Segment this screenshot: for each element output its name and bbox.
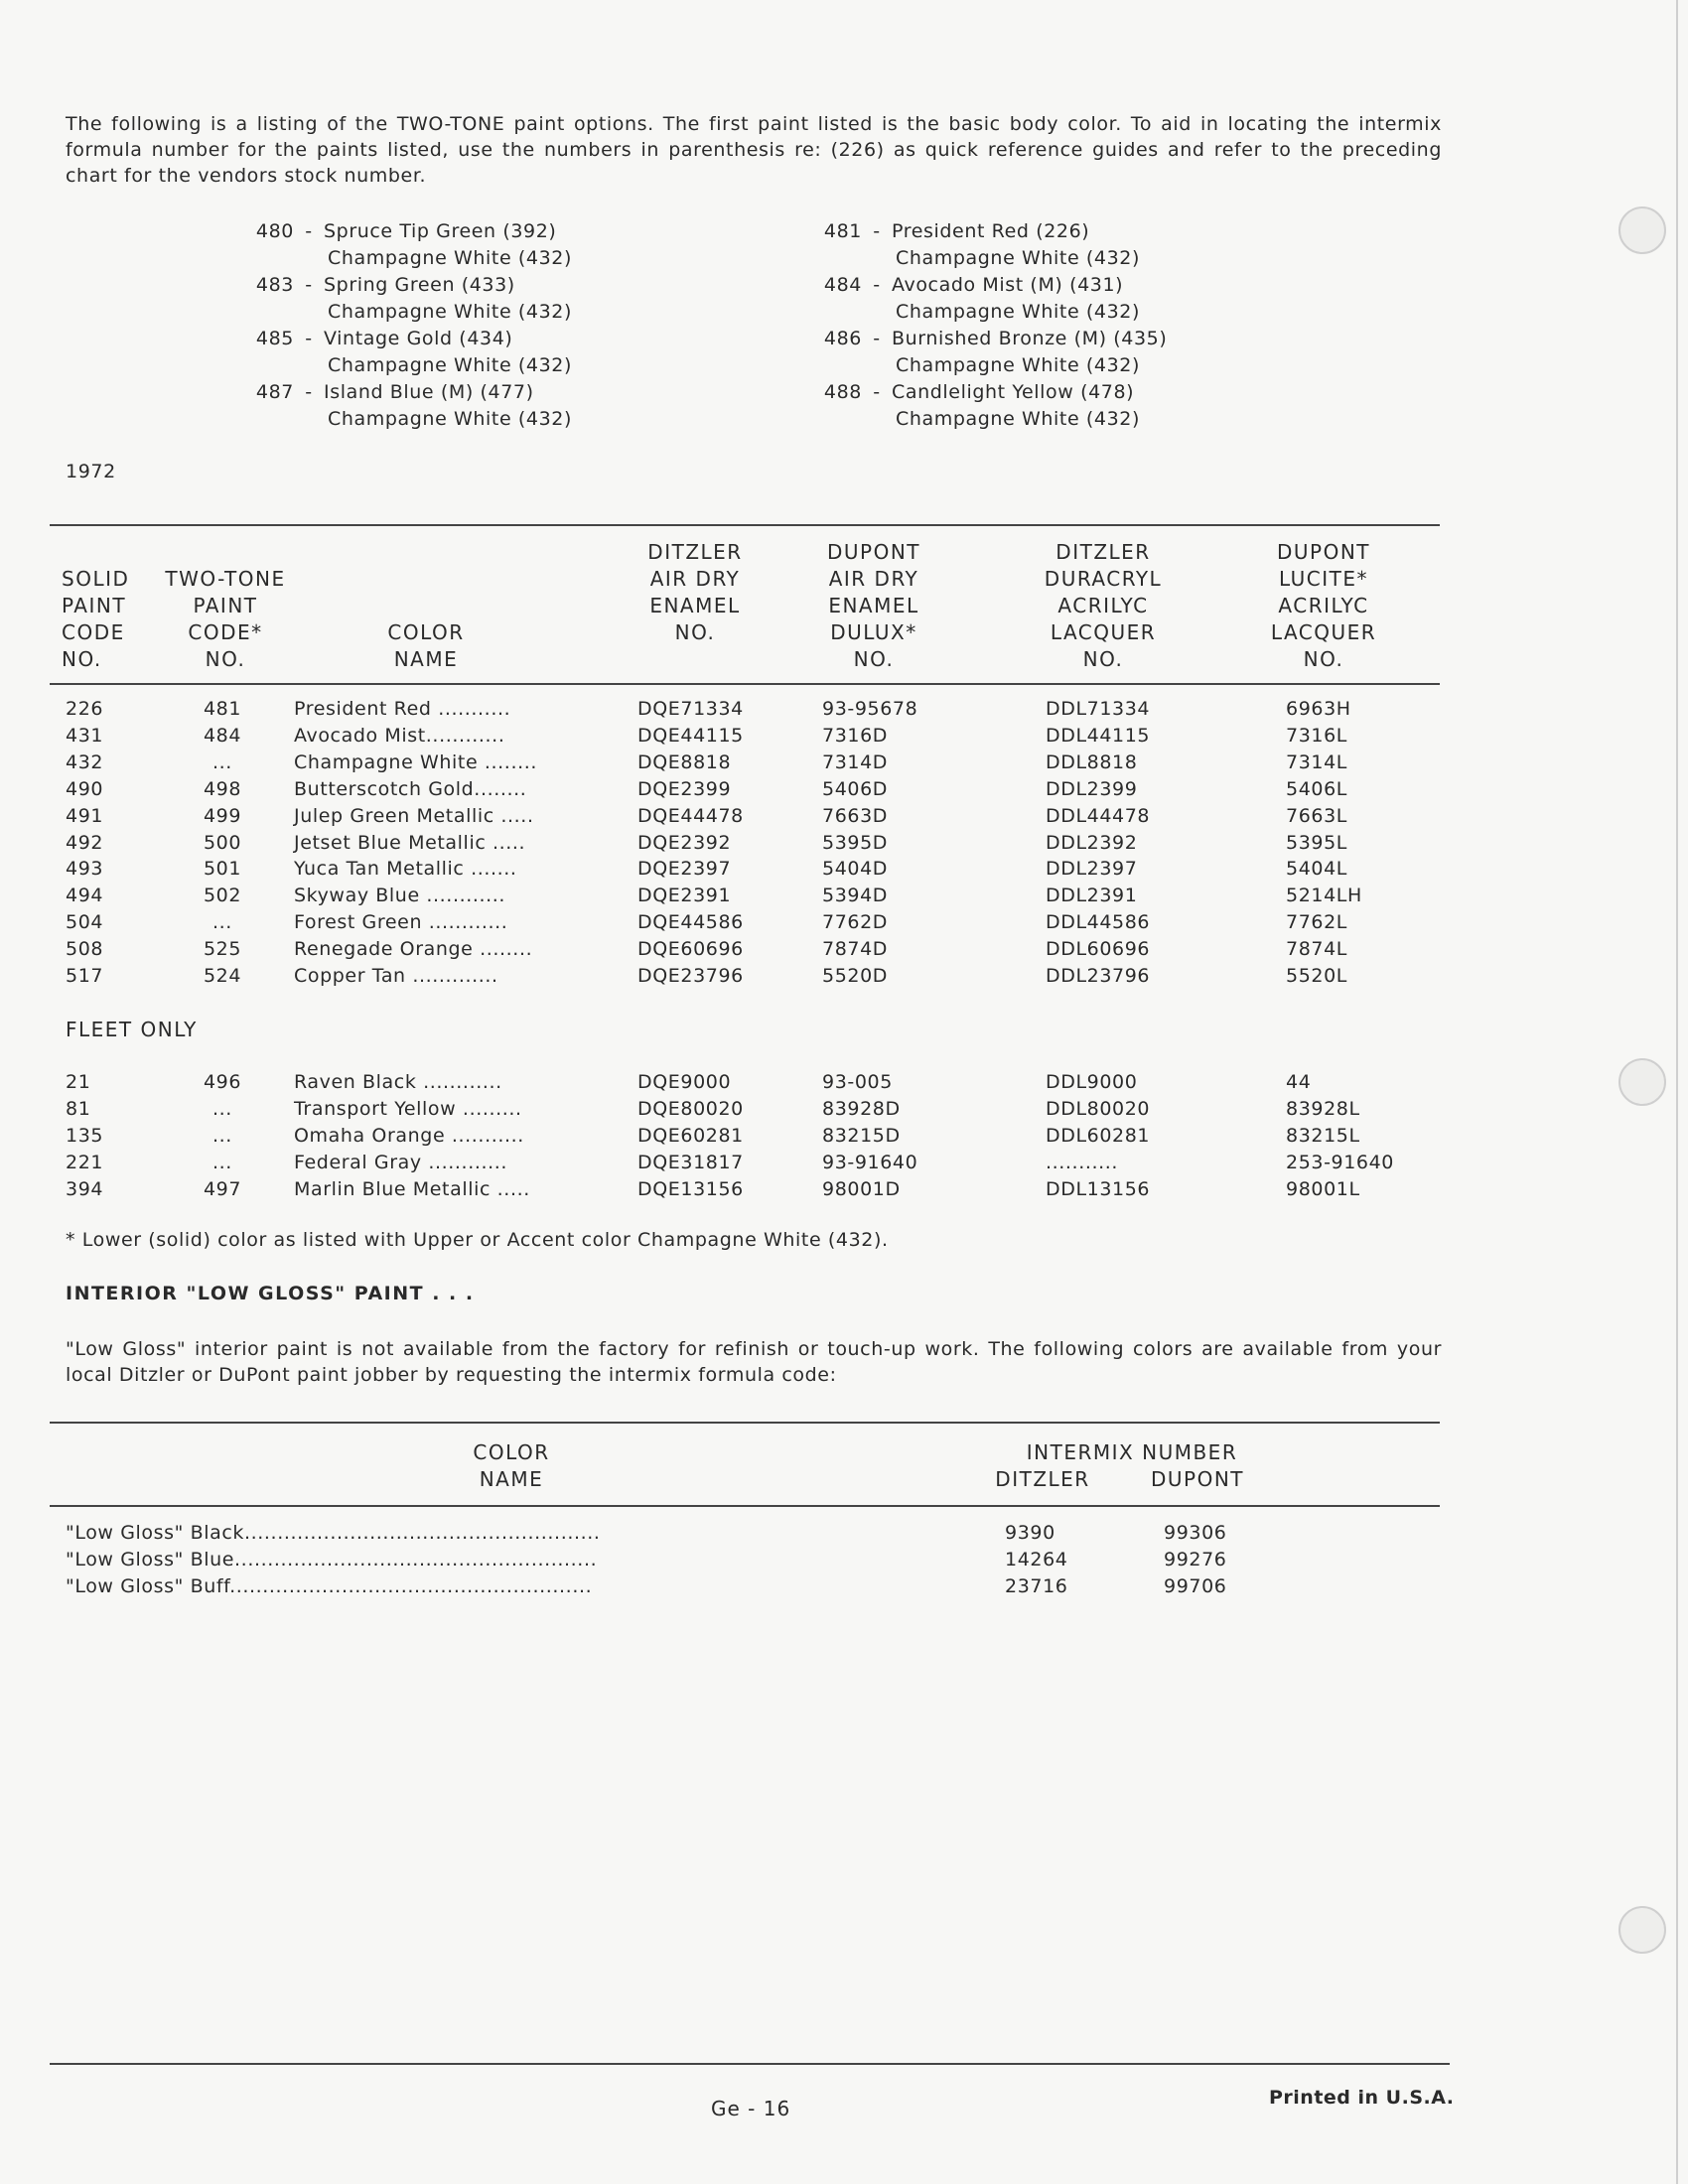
color-name: Copper Tan ............. — [294, 965, 498, 987]
two-tone-secondary-color: Champagne White (432) — [896, 247, 1140, 269]
solid-code: 491 — [66, 804, 104, 827]
dupont-lucite-no: 83928L — [1286, 1097, 1360, 1120]
low-gloss-header-ditzler: DITZLER — [995, 1467, 1090, 1491]
two-tone-option — [252, 326, 572, 352]
two-tone-option — [252, 379, 572, 406]
dupont-intermix-no: 99706 — [1164, 1574, 1227, 1597]
two-tone-code: 498 — [203, 777, 242, 800]
ditzler-air-dry-no: DQE60696 — [637, 938, 744, 961]
table-top-rule — [50, 524, 1440, 526]
two-tone-code: 484 — [823, 274, 862, 296]
ditzler-duracryl-no: DDL44115 — [1046, 724, 1151, 747]
two-tone-option — [252, 272, 572, 299]
dupont-air-dry-no: 83928D — [822, 1097, 901, 1120]
dupont-lucite-no: 7314L — [1286, 751, 1347, 773]
dupont-air-dry-no: 5394D — [822, 885, 888, 907]
solid-code: 81 — [66, 1097, 91, 1120]
ditzler-duracryl-no: DDL2399 — [1046, 777, 1138, 800]
year-label: 1972 — [66, 461, 116, 482]
two-tone-option — [820, 272, 1167, 299]
color-name: Jetset Blue Metallic ..... — [294, 831, 526, 854]
two-tone-code: ... — [212, 1151, 232, 1173]
binder-hole-bottom — [1618, 1906, 1666, 1954]
two-tone-code: 524 — [203, 965, 242, 987]
table-row — [66, 696, 1446, 723]
page-number: Ge - 16 — [711, 2097, 791, 2120]
dupont-lucite-no: 7663L — [1286, 804, 1347, 827]
two-tone-primary-color: Avocado Mist (M) (431) — [892, 274, 1124, 296]
ditzler-duracryl-no: DDL13156 — [1046, 1177, 1151, 1200]
ditzler-duracryl-no: DDL2391 — [1046, 885, 1138, 907]
interior-section-title: INTERIOR "LOW GLOSS" PAINT . . . — [66, 1283, 475, 1304]
table-row — [66, 883, 1446, 909]
low-gloss-header-intermix: INTERMIX NUMBER — [1026, 1440, 1238, 1464]
ditzler-air-dry-no: DQE71334 — [637, 698, 744, 720]
color-name: Butterscotch Gold........ — [294, 777, 527, 800]
ditzler-duracryl-no: DDL2392 — [1046, 831, 1138, 854]
header-dupont-lucite: DUPONT LUCITE* ACRILYC LACQUER NO. — [1270, 540, 1377, 671]
color-name: Forest Green ............ — [294, 911, 508, 934]
ditzler-duracryl-no: DDL80020 — [1046, 1097, 1151, 1120]
two-tone-code: 481 — [823, 220, 862, 242]
dupont-intermix-no: 99306 — [1164, 1522, 1227, 1544]
two-tone-code: 499 — [203, 804, 242, 827]
two-tone-list-left — [252, 218, 572, 433]
solid-code: 504 — [66, 911, 104, 934]
dupont-intermix-no: 99276 — [1164, 1548, 1227, 1570]
dupont-lucite-no: 98001L — [1286, 1177, 1360, 1200]
solid-code: 431 — [66, 724, 104, 747]
table-row — [66, 1176, 1446, 1203]
low-gloss-header-dupont: DUPONT — [1150, 1467, 1245, 1491]
ditzler-duracryl-no: DDL23796 — [1046, 965, 1151, 987]
table-row — [66, 909, 1446, 936]
two-tone-primary-color: Island Blue (M) (477) — [324, 381, 534, 403]
dupont-lucite-no: 83215L — [1286, 1124, 1360, 1147]
ditzler-air-dry-no: DQE13156 — [637, 1177, 744, 1200]
ditzler-air-dry-no: DQE8818 — [637, 751, 732, 773]
header-ditzler-air-dry: DITZLER AIR DRY ENAMEL NO. — [647, 540, 743, 644]
low-gloss-row — [66, 1520, 1356, 1547]
table-row — [66, 776, 1446, 803]
ditzler-duracryl-no: DDL2397 — [1046, 858, 1138, 881]
dupont-air-dry-no: 7874D — [822, 938, 888, 961]
solid-code: 135 — [66, 1124, 104, 1147]
solid-code: 494 — [66, 885, 104, 907]
two-tone-code: 500 — [203, 831, 242, 854]
ditzler-intermix-no: 23716 — [1005, 1574, 1068, 1597]
two-tone-code: 502 — [203, 885, 242, 907]
dupont-lucite-no: 5404L — [1286, 858, 1347, 881]
fleet-only-label: FLEET ONLY — [66, 1018, 198, 1041]
intro-paragraph — [66, 111, 1442, 189]
ditzler-duracryl-no: DDL60281 — [1046, 1124, 1151, 1147]
color-name: Omaha Orange ........... — [294, 1124, 524, 1147]
ditzler-duracryl-no: DDL71334 — [1046, 698, 1151, 720]
two-tone-primary-color: Vintage Gold (434) — [324, 328, 513, 349]
two-tone-code: 481 — [203, 698, 242, 720]
ditzler-air-dry-no: DQE44115 — [637, 724, 744, 747]
footnote: * Lower (solid) color as listed with Upper or Accent color Champagne White (432). — [66, 1229, 889, 1251]
table-row — [66, 830, 1446, 857]
two-tone-code: ... — [212, 1097, 232, 1120]
table-row — [66, 1150, 1446, 1176]
dupont-lucite-no: 5406L — [1286, 777, 1347, 800]
two-tone-primary-color: Burnished Bronze (M) (435) — [892, 328, 1168, 349]
dupont-lucite-no: 5520L — [1286, 965, 1347, 987]
table-row — [66, 750, 1446, 776]
two-tone-secondary-color: Champagne White (432) — [328, 247, 572, 269]
solid-code: 493 — [66, 858, 104, 881]
two-tone-code: ... — [212, 1124, 232, 1147]
table-header-rule — [50, 683, 1440, 685]
separator-dash: - — [873, 220, 881, 242]
color-name: Avocado Mist............ — [294, 724, 505, 747]
two-tone-secondary-color: Champagne White (432) — [896, 354, 1140, 376]
color-name: Julep Green Metallic ..... — [294, 804, 534, 827]
dupont-air-dry-no: 5395D — [822, 831, 888, 854]
table-row — [66, 856, 1446, 883]
interior-paragraph: "Low Gloss" interior paint is not available from the factory for refinish or touch-up work. The following colors are available from your local Ditzler or DuPont paint jobber by requesting the intermix formula code: — [66, 1338, 1442, 1386]
dupont-lucite-no: 7874L — [1286, 938, 1347, 961]
dupont-air-dry-no: 93-91640 — [822, 1151, 918, 1173]
table-row — [66, 723, 1446, 750]
two-tone-code: 486 — [823, 328, 862, 349]
two-tone-option — [820, 218, 1167, 245]
dupont-air-dry-no: 98001D — [822, 1177, 901, 1200]
two-tone-code: 496 — [203, 1071, 242, 1093]
dupont-lucite-no: 253-91640 — [1286, 1151, 1394, 1173]
separator-dash: - — [873, 274, 881, 296]
color-name: Renegade Orange ........ — [294, 938, 533, 961]
dupont-air-dry-no: 7762D — [822, 911, 888, 934]
dupont-air-dry-no: 7663D — [822, 804, 888, 827]
ditzler-intermix-no: 14264 — [1005, 1548, 1068, 1570]
table-row — [66, 963, 1446, 990]
header-dupont-air-dry: DUPONT AIR DRY ENAMEL DULUX* NO. — [826, 540, 921, 671]
header-solid-code: SOLID PAINT CODE NO. — [62, 567, 130, 671]
ditzler-air-dry-no: DQE80020 — [637, 1097, 744, 1120]
ditzler-duracryl-no: DDL44478 — [1046, 804, 1151, 827]
solid-code: 490 — [66, 777, 104, 800]
solid-code: 221 — [66, 1151, 104, 1173]
dupont-air-dry-no: 93-005 — [822, 1071, 893, 1093]
color-name: Raven Black ............ — [294, 1071, 502, 1093]
two-tone-primary-color: Spruce Tip Green (392) — [324, 220, 557, 242]
two-tone-code: ... — [212, 751, 232, 773]
binder-hole-middle — [1618, 1058, 1666, 1106]
dupont-air-dry-no: 5406D — [822, 777, 888, 800]
dupont-air-dry-no: 93-95678 — [822, 698, 918, 720]
two-tone-list-right — [820, 218, 1167, 433]
dupont-lucite-no: 5214LH — [1286, 885, 1362, 907]
two-tone-option — [820, 379, 1167, 406]
ditzler-duracryl-no: DDL9000 — [1046, 1071, 1138, 1093]
dupont-lucite-no: 7316L — [1286, 724, 1347, 747]
low-gloss-header-color-name: COLOR NAME — [473, 1440, 550, 1491]
ditzler-duracryl-no: ........... — [1046, 1151, 1119, 1173]
separator-dash: - — [873, 381, 881, 403]
ditzler-duracryl-no: DDL44586 — [1046, 911, 1151, 934]
ditzler-air-dry-no: DQE2399 — [637, 777, 732, 800]
solid-code: 508 — [66, 938, 104, 961]
ditzler-air-dry-no: DQE23796 — [637, 965, 744, 987]
solid-code: 492 — [66, 831, 104, 854]
solid-code: 517 — [66, 965, 104, 987]
page-edge — [1676, 0, 1678, 2184]
solid-code: 21 — [66, 1071, 91, 1093]
table-row — [66, 1123, 1446, 1150]
two-tone-primary-color: Spring Green (433) — [324, 274, 515, 296]
low-gloss-color-name: "Low Gloss" Blue....................................................... — [66, 1548, 598, 1570]
solid-code: 226 — [66, 698, 104, 720]
ditzler-air-dry-no: DQE2392 — [637, 831, 732, 854]
dupont-lucite-no: 6963H — [1286, 698, 1351, 720]
ditzler-air-dry-no: DQE44586 — [637, 911, 744, 934]
header-two-tone-code: TWO-TONE PAINT CODE* NO. — [165, 567, 286, 671]
solid-code: 432 — [66, 751, 104, 773]
two-tone-code: 487 — [255, 381, 294, 403]
color-name: Transport Yellow ......... — [294, 1097, 522, 1120]
dupont-air-dry-no: 83215D — [822, 1124, 901, 1147]
header-color-name: COLOR NAME — [387, 620, 465, 671]
dupont-air-dry-no: 5404D — [822, 858, 888, 881]
low-gloss-top-rule — [50, 1422, 1440, 1424]
dupont-air-dry-no: 7314D — [822, 751, 888, 773]
separator-dash: - — [305, 381, 313, 403]
color-name: Yuca Tan Metallic ....... — [294, 858, 517, 881]
dupont-lucite-no: 7762L — [1286, 911, 1347, 934]
two-tone-secondary-color: Champagne White (432) — [896, 408, 1140, 430]
color-name: Federal Gray ............ — [294, 1151, 508, 1173]
color-name: Skyway Blue ............ — [294, 885, 506, 907]
two-tone-code: 483 — [255, 274, 294, 296]
low-gloss-color-name: "Low Gloss" Buff....................................................... — [66, 1574, 593, 1597]
two-tone-primary-color: Candlelight Yellow (478) — [892, 381, 1135, 403]
separator-dash: - — [873, 328, 881, 349]
two-tone-code: 485 — [255, 328, 294, 349]
table-row — [66, 936, 1446, 963]
ditzler-air-dry-no: DQE31817 — [637, 1151, 744, 1173]
table-row — [66, 803, 1446, 830]
header-ditzler-duracryl: DITZLER DURACRYL ACRILYC LACQUER NO. — [1044, 540, 1163, 671]
ditzler-duracryl-no: DDL60696 — [1046, 938, 1151, 961]
separator-dash: - — [305, 274, 313, 296]
two-tone-secondary-color: Champagne White (432) — [328, 408, 572, 430]
binder-hole-top — [1618, 206, 1666, 254]
separator-dash: - — [305, 220, 313, 242]
low-gloss-color-name: "Low Gloss" Black...................................................... — [66, 1522, 601, 1544]
printed-in-usa: Printed in U.S.A. — [1269, 2087, 1455, 2109]
two-tone-code: 480 — [255, 220, 294, 242]
two-tone-primary-color: President Red (226) — [892, 220, 1090, 242]
table-row — [66, 1096, 1446, 1123]
separator-dash: - — [305, 328, 313, 349]
footer-rule — [50, 2063, 1450, 2065]
dupont-lucite-no: 44 — [1286, 1071, 1312, 1093]
two-tone-option — [820, 326, 1167, 352]
ditzler-air-dry-no: DQE60281 — [637, 1124, 744, 1147]
two-tone-code: 525 — [203, 938, 242, 961]
solid-code: 394 — [66, 1177, 104, 1200]
ditzler-air-dry-no: DQE2397 — [637, 858, 732, 881]
ditzler-air-dry-no: DQE9000 — [637, 1071, 732, 1093]
two-tone-code: 497 — [203, 1177, 242, 1200]
low-gloss-row — [66, 1573, 1356, 1600]
two-tone-code: 501 — [203, 858, 242, 881]
dupont-lucite-no: 5395L — [1286, 831, 1347, 854]
low-gloss-header-rule — [50, 1505, 1440, 1507]
color-name: Marlin Blue Metallic ..... — [294, 1177, 530, 1200]
two-tone-secondary-color: Champagne White (432) — [896, 301, 1140, 323]
ditzler-duracryl-no: DDL8818 — [1046, 751, 1138, 773]
dupont-air-dry-no: 5520D — [822, 965, 888, 987]
ditzler-intermix-no: 9390 — [1005, 1522, 1055, 1544]
two-tone-secondary-color: Champagne White (432) — [328, 301, 572, 323]
two-tone-option — [252, 218, 572, 245]
color-name: President Red ........... — [294, 698, 511, 720]
two-tone-code: 484 — [203, 724, 242, 747]
intro-text: The following is a listing of the TWO-TONE paint options. The first paint listed is the basic body color. To aid in locating the intermix formula number for the paints listed, use the numbers in parenthesis re: (226) as quick reference guides and refer to the preceding chart for the vendors stock number. — [66, 113, 1442, 187]
two-tone-secondary-color: Champagne White (432) — [328, 354, 572, 376]
dupont-air-dry-no: 7316D — [822, 724, 888, 747]
two-tone-code: 488 — [823, 381, 862, 403]
low-gloss-row — [66, 1547, 1356, 1573]
two-tone-code: ... — [212, 911, 232, 934]
ditzler-air-dry-no: DQE2391 — [637, 885, 732, 907]
ditzler-air-dry-no: DQE44478 — [637, 804, 744, 827]
color-name: Champagne White ........ — [294, 751, 537, 773]
table-row — [66, 1069, 1446, 1096]
